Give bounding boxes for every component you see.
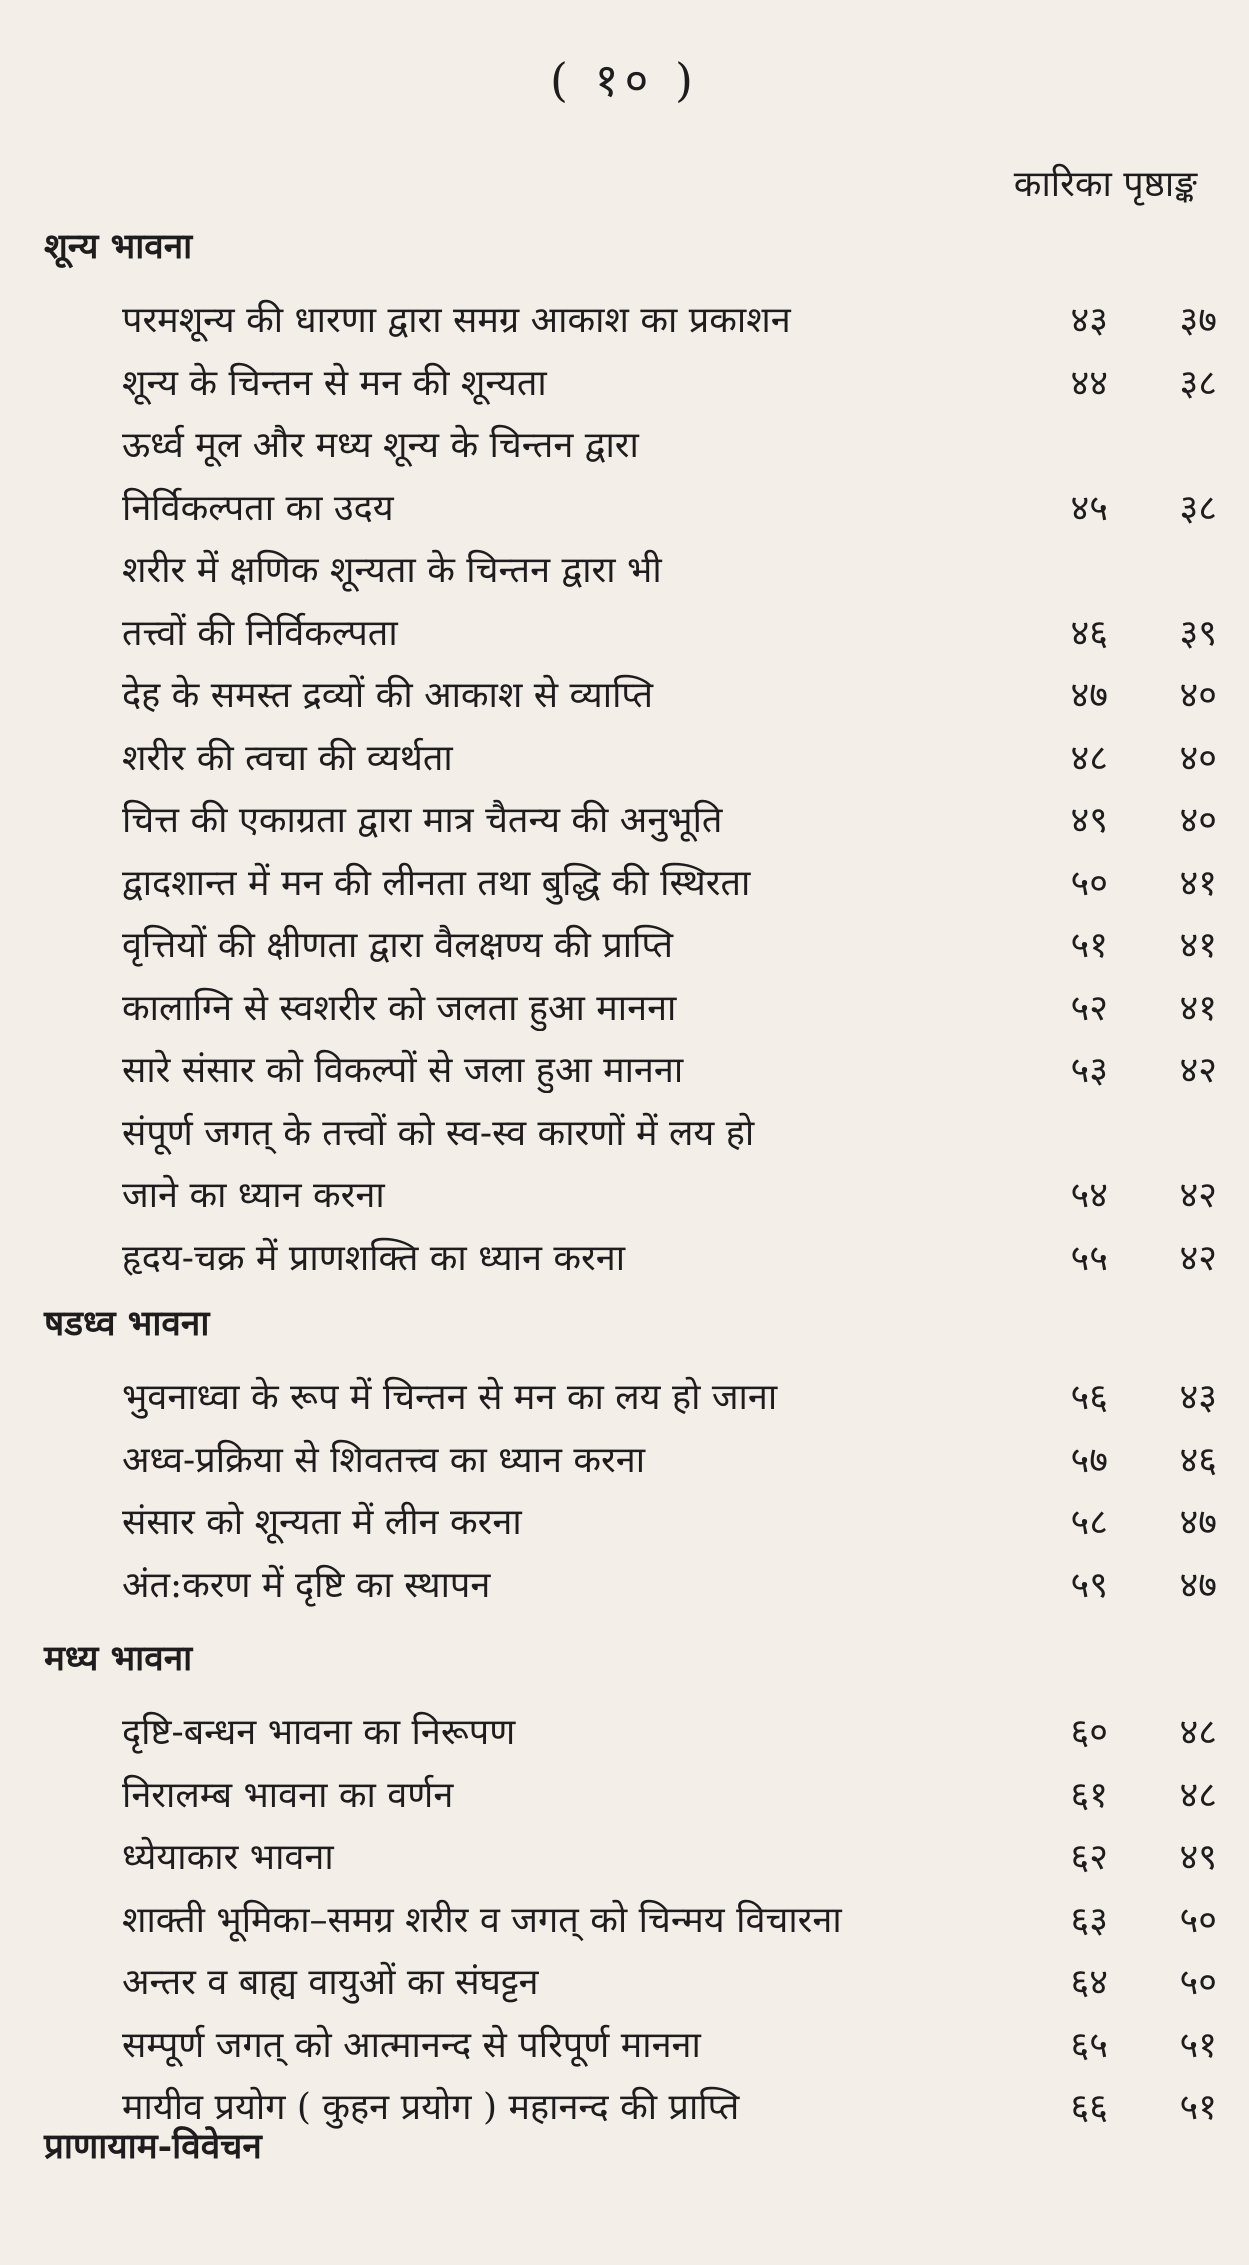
toc-entry-text: दृष्टि-बन्धन भावना का निरूपण [122,1712,516,1753]
karika-number: ६५ [1070,2024,1108,2066]
toc-entry-text: परमशून्य की धारणा द्वारा समग्र आकाश का प्रकाशन [122,300,791,341]
toc-entry-text: भुवनाध्वा के रूप में चिन्तन से मन का लय हो जाना [122,1377,778,1418]
page-reference: ४१ [1179,987,1217,1029]
page-reference: ४१ [1179,925,1217,966]
toc-entry-text: तत्त्वों की निर्विकल्पता [122,612,398,654]
karika-number: ५६ [1070,1377,1108,1418]
karika-number: ४९ [1070,800,1108,841]
toc-entry-line [122,1226,1217,1286]
page-reference: ४९ [1179,1837,1217,1878]
section-title: षडध्व भावना [44,1303,210,1344]
toc-entry-line [122,1163,1217,1223]
toc-entry-line [122,2013,1217,2073]
toc-entry-text: जाने का ध्यान करना [122,1175,385,1216]
page-reference: ४६ [1179,1439,1217,1481]
toc-entry-line [122,726,1217,786]
toc-entry-text: देह के समस्त द्रव्यों की आकाश से व्याप्ति [122,675,654,716]
toc-entry-line [122,976,1217,1036]
toc-entry-text: चित्त की एकाग्रता द्वारा मात्र चैतन्य की अनुभूति [122,800,723,841]
toc-entry-line [122,1365,1217,1425]
toc-entry-text: ऊर्ध्व मूल और मध्य शून्य के चिन्तन द्वारा [122,425,639,466]
toc-entry-line [122,538,1199,598]
page-reference: ४० [1179,737,1217,779]
page-reference: ४८ [1179,1774,1217,1816]
karika-number: ६४ [1070,1962,1108,2003]
page-reference: ४१ [1179,862,1217,904]
toc-entry-text: निरालम्ब भावना का वर्णन [122,1774,454,1816]
karika-number: ५४ [1070,1175,1108,1216]
toc-entry-text: ध्येयाकार भावना [122,1837,334,1878]
column-header: कारिका पृष्ठाङ्क [1013,164,1197,205]
karika-number: ६३ [1070,1899,1108,1941]
page-reference: ४३ [1179,1377,1217,1418]
toc-entry-text: शून्य के चिन्तन से मन की शून्यता [122,362,547,404]
page-reference: ३७ [1179,300,1217,341]
page-number: ( १० ) [550,53,699,107]
karika-number: ५१ [1070,925,1108,966]
toc-entry-text: संसार को शून्यता में लीन करना [122,1502,522,1543]
karika-number: ६२ [1070,1837,1108,1878]
karika-number: ५७ [1070,1439,1108,1481]
toc-entry-line [122,1101,1199,1161]
page-reference: ४२ [1179,1237,1217,1279]
toc-entry-line [122,2075,1217,2135]
karika-number: ६० [1070,1712,1108,1753]
toc-entry-text: सम्पूर्ण जगत् को आत्मानन्द से परिपूर्ण मानना [122,2024,701,2066]
toc-entry-line [122,788,1217,848]
toc-entry-text: सारे संसार को विकल्पों से जला हुआ मानना [122,1050,684,1091]
karika-number: ४६ [1070,612,1108,654]
toc-entry-line [122,851,1217,911]
toc-entry-line [122,1763,1217,1823]
karika-number: ४४ [1070,362,1108,404]
toc-entry-line [122,913,1217,973]
section-title: मध्य भावना [44,1638,193,1679]
page-reference: ३८ [1179,487,1217,529]
karika-number: ५३ [1070,1050,1108,1091]
toc-entry-line [122,1553,1217,1613]
page-reference: ४२ [1179,1175,1217,1216]
toc-entry-line [122,1825,1217,1885]
karika-number: ५० [1070,862,1108,904]
toc-entry-text: शाक्ती भूमिका–समग्र शरीर व जगत् को चिन्मय विचारना [122,1899,842,1941]
toc-entry-line [122,1700,1217,1760]
toc-entry-line [122,476,1217,536]
toc-entry-line [122,288,1217,348]
toc-entry-text: कालाग्नि से स्वशरीर को जलता हुआ मानना [122,987,677,1029]
page-reference: ५० [1179,1899,1217,1941]
page-reference: ४२ [1179,1050,1217,1091]
karika-number: ५५ [1070,1237,1108,1279]
toc-entry-text: मायीव प्रयोग ( कुहन प्रयोग ) महानन्द की प्राप्ति [122,2087,740,2128]
karika-number: ६१ [1070,1774,1108,1816]
toc-entry-text: निर्विकल्पता का उदय [122,487,394,529]
toc-entry-line [122,1428,1217,1488]
page-reference: ५१ [1179,2024,1217,2066]
karika-number: ५८ [1070,1502,1108,1543]
toc-entry-text: अध्व-प्रक्रिया से शिवतत्त्व का ध्यान करना [122,1439,646,1481]
karika-number: ४७ [1070,675,1108,716]
page-reference: ४८ [1179,1712,1217,1753]
toc-entry-text: शरीर की त्वचा की व्यर्थता [122,737,453,779]
page-reference: ३९ [1179,612,1217,654]
page-reference: ४० [1179,800,1217,841]
toc-entry-line [122,413,1199,473]
toc-entry-text: शरीर में क्षणिक शून्यता के चिन्तन द्वारा भी [122,550,662,591]
page-reference: ४० [1179,675,1217,716]
page-reference: ४७ [1179,1564,1217,1606]
toc-entry-text: अन्तर व बाह्य वायुओं का संघट्टन [122,1962,539,2003]
toc-entry-line [122,1888,1217,1948]
toc-entry-line [122,601,1217,661]
toc-entry-line [122,1490,1217,1550]
karika-number: ५२ [1070,987,1108,1029]
karika-number: ६६ [1070,2087,1108,2128]
toc-entry-line [122,1038,1217,1098]
toc-entry-line [122,351,1217,411]
page-reference: ३८ [1179,362,1217,404]
toc-entry-text: द्वादशान्त में मन की लीनता तथा बुद्धि की स्थिरता [122,862,751,904]
karika-number: ४३ [1070,300,1108,341]
karika-number: ४८ [1070,737,1108,779]
toc-entry-line [122,1950,1217,2010]
section-title: शून्य भावना [44,226,193,267]
toc-entry-text: संपूर्ण जगत् के तत्त्वों को स्व-स्व कारणों में लय हो [122,1112,755,1154]
page-reference: ५० [1179,1962,1217,2003]
toc-entry-text: वृत्तियों की क्षीणता द्वारा वैलक्षण्य की प्राप्ति [122,925,674,966]
karika-number: ५९ [1070,1564,1108,1606]
toc-entry-text: अंत:करण में दृष्टि का स्थापन [122,1564,491,1606]
toc-entry-line [122,663,1217,723]
page-reference: ४७ [1179,1502,1217,1543]
toc-entry-text: हृदय-चक्र में प्राणशक्ति का ध्यान करना [122,1237,626,1279]
karika-number: ४५ [1070,487,1108,529]
section-title: प्राणायाम-विवेचन [44,2126,262,2167]
page-reference: ५१ [1179,2087,1217,2128]
